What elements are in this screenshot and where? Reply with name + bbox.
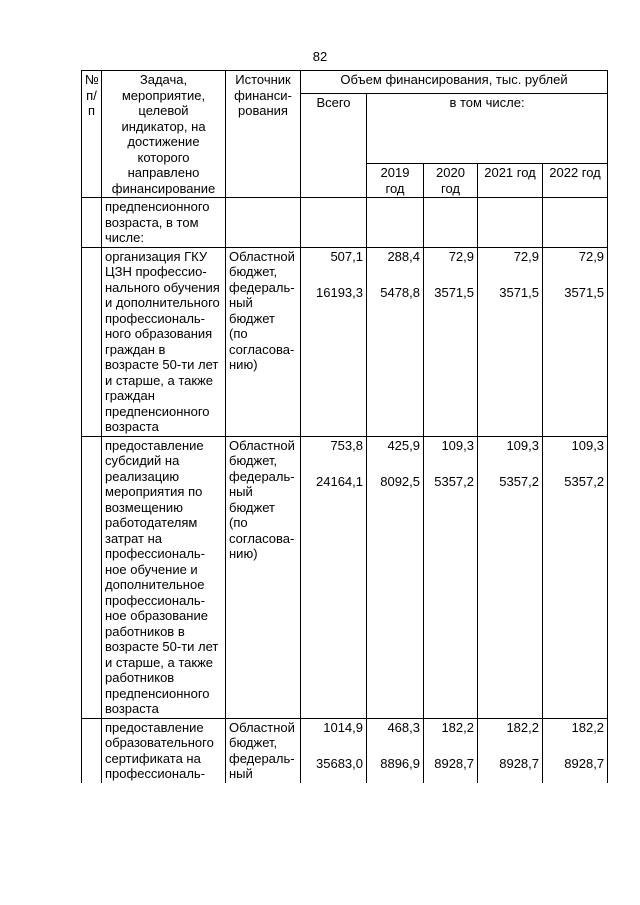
header-2019: 2019 год (367, 164, 424, 198)
row-num (82, 247, 102, 436)
value-federal: 3571,5 (499, 284, 539, 300)
row-2021 (478, 718, 543, 783)
row-2020 (424, 247, 478, 436)
header-2021: 2021 год (478, 164, 543, 198)
row-2022 (543, 718, 608, 783)
row-total (301, 247, 367, 436)
financing-table (81, 70, 608, 783)
row-2022 (543, 198, 608, 248)
table-row (82, 247, 608, 436)
row-source (226, 198, 301, 248)
value-federal: 5357,2 (434, 473, 474, 489)
row-2022 (543, 247, 608, 436)
table-row (82, 198, 608, 248)
header-including: в том числе: (367, 94, 608, 164)
row-total (301, 718, 367, 783)
row-source: Областной бюджет, федераль- ный (226, 718, 301, 783)
header-num: № п/ п (82, 71, 102, 198)
value-regional: 468,3 (387, 719, 420, 735)
row-task: предоставление субсидий на реализацию мероприятия по возмещению работодателям затрат на профессиональ- ное обучение и дополнительное профессиональ- ное образование работников в возрасте 50-ти лет и старше, а также работников предпенсионного возраста (102, 436, 226, 718)
row-2021 (478, 198, 543, 248)
value-regional: 72,9 (448, 248, 474, 264)
row-2022 (543, 436, 608, 718)
row-num (82, 718, 102, 783)
value-federal: 3571,5 (564, 284, 605, 300)
row-source: Областной бюджет, федераль- ный бюджет (по согласова- нию) (226, 436, 301, 718)
header-row-1 (82, 71, 608, 94)
value-federal: 8896,9 (380, 755, 420, 771)
value-regional: 507,1 (330, 248, 363, 264)
value-federal: 8092,5 (380, 473, 420, 489)
value-federal: 5478,8 (380, 284, 420, 300)
header-source: Источник финанси- рования (226, 71, 301, 198)
header-2022: 2022 год (543, 164, 608, 198)
value-federal: 8928,7 (499, 755, 539, 771)
row-task: предпенсионного возраста, в том числе: (102, 198, 226, 248)
row-2019 (367, 436, 424, 718)
row-task: предоставление образовательного сертификата на профессиональ- (102, 718, 226, 783)
value-regional: 182,2 (506, 719, 539, 735)
row-total (301, 436, 367, 718)
table-row (82, 436, 608, 718)
row-task: организация ГКУ ЦЗН профессио- нального обучения и дополнительного профессиональ- ного образования граждан в возрасте 50-ти лет и старше, а также граждан предпенсионного возраста (102, 247, 226, 436)
row-2020 (424, 718, 478, 783)
value-regional: 182,2 (441, 719, 474, 735)
header-volume: Объем финансирования, тыс. рублей (301, 71, 608, 94)
value-regional: 109,3 (506, 437, 539, 453)
value-federal: 5357,2 (499, 473, 539, 489)
value-regional: 182,2 (571, 719, 605, 735)
value-federal: 24164,1 (316, 473, 363, 489)
row-2019 (367, 247, 424, 436)
header-task: Задача, мероприятие, целевой индикатор, на достижение которого направлено финансирование (102, 71, 226, 198)
value-regional: 753,8 (330, 437, 363, 453)
row-2021 (478, 436, 543, 718)
row-source: Областной бюджет, федераль- ный бюджет (по согласова- нию) (226, 247, 301, 436)
value-regional: 72,9 (578, 248, 605, 264)
value-federal: 8928,7 (564, 755, 605, 771)
row-num (82, 198, 102, 248)
header-total: Всего (301, 94, 367, 198)
row-2019 (367, 718, 424, 783)
value-regional: 72,9 (513, 248, 539, 264)
row-num (82, 436, 102, 718)
row-2021 (478, 247, 543, 436)
header-2020: 2020 год (424, 164, 478, 198)
row-2020 (424, 436, 478, 718)
value-federal: 3571,5 (434, 284, 474, 300)
value-regional: 425,9 (387, 437, 420, 453)
value-regional: 1014,9 (323, 719, 363, 735)
row-2019 (367, 198, 424, 248)
value-federal: 5357,2 (564, 473, 605, 489)
row-total (301, 198, 367, 248)
value-federal: 8928,7 (434, 755, 474, 771)
value-regional: 288,4 (387, 248, 420, 264)
value-regional: 109,3 (571, 437, 605, 453)
row-2020 (424, 198, 478, 248)
value-federal: 35683,0 (316, 755, 363, 771)
table-row (82, 718, 608, 783)
value-regional: 109,3 (441, 437, 474, 453)
value-federal: 16193,3 (316, 284, 363, 300)
page-number: 82 (312, 49, 328, 64)
